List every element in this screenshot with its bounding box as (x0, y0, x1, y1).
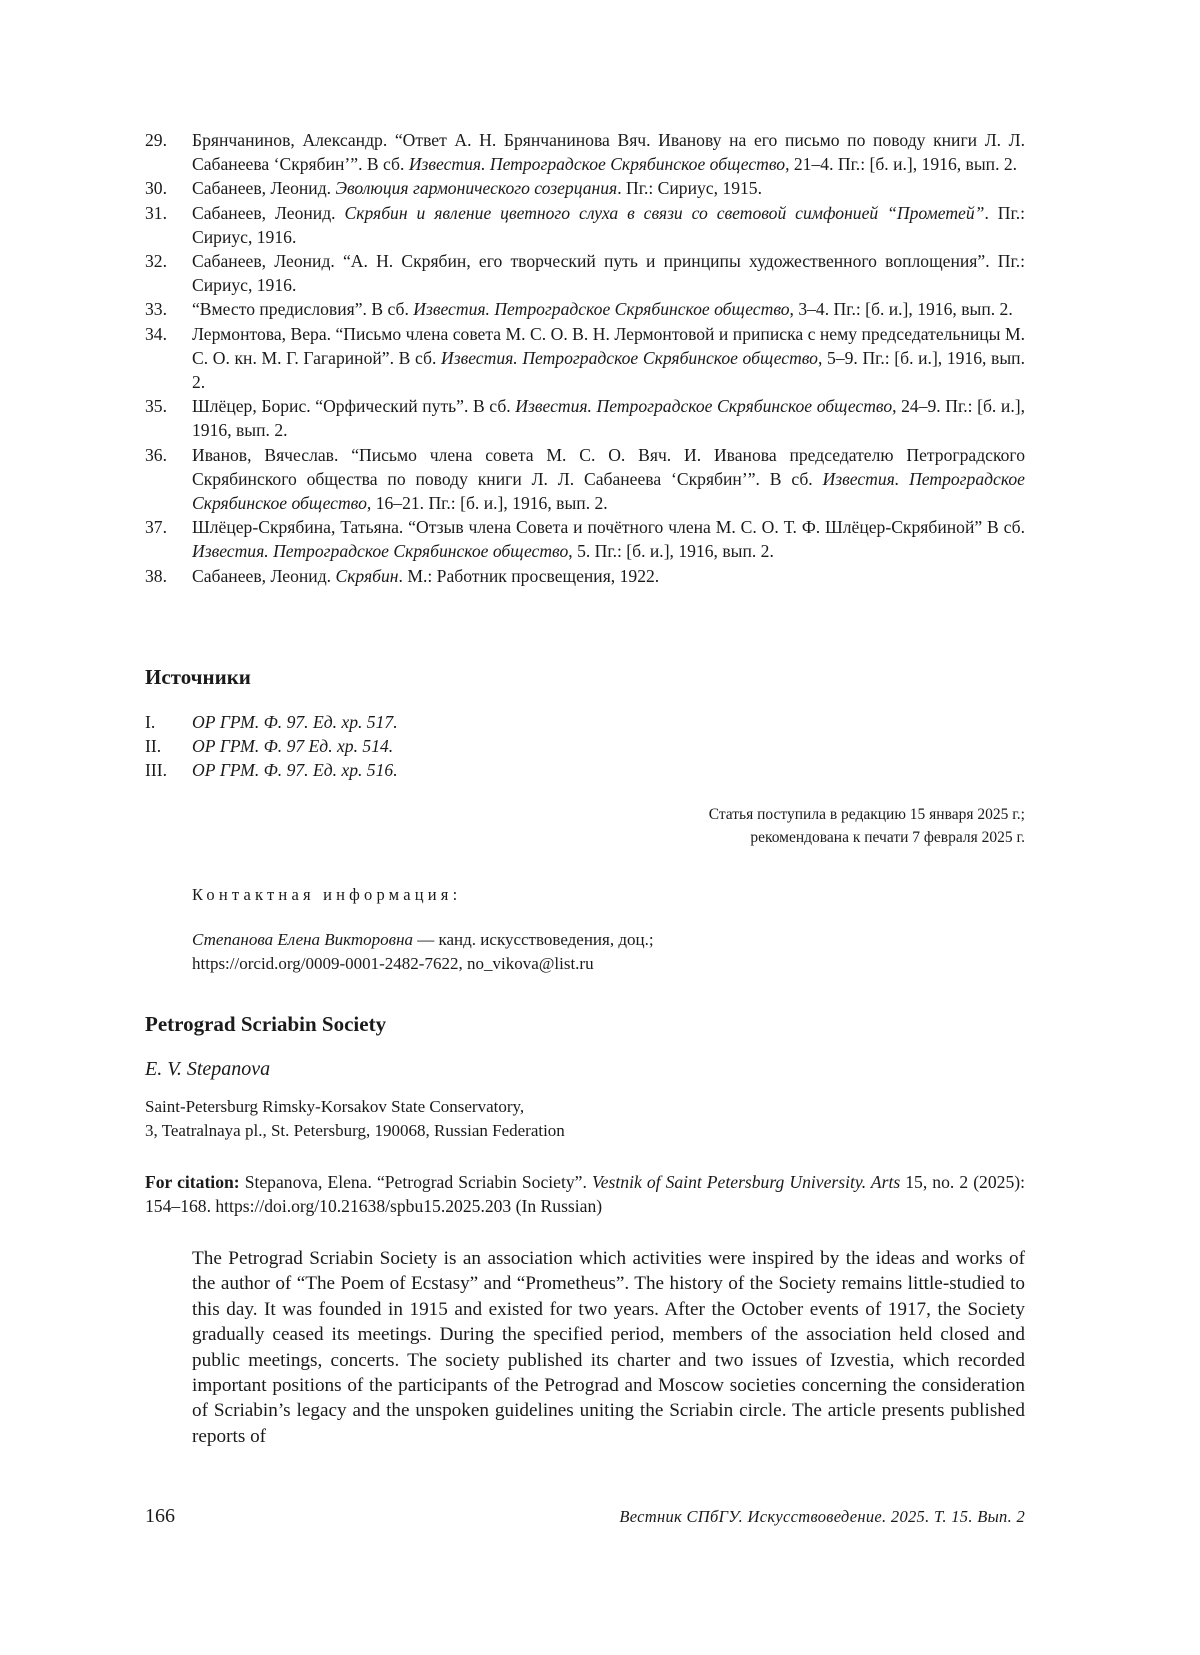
reference-number: 31. (145, 202, 167, 223)
contact-degree: — канд. искусствоведения, доц.; (413, 930, 654, 949)
reference-number: 36. (145, 444, 167, 465)
citation (145, 1170, 1025, 1218)
reference-text: Сабанеев, Леонид. (192, 202, 345, 223)
reference-text: Лермонтова, Вера. “Письмо члена совета М. С. О. В. Н. Лермонтовой и приписка с нему председательницы М. С. О. кн. М. Г. Гагариной”. В сб. (192, 323, 1025, 368)
sources-heading: Источники (145, 665, 251, 689)
citation-text: Stepanova, Elena. “Petrograd Scriabin Society”. (239, 1172, 592, 1192)
reference-title: Скрябин и явление цветного слуха в связи со световой симфонией “Прометей” (344, 202, 985, 223)
recommended-line: рекомендована к печати 7 февраля 2025 г. (750, 829, 1025, 846)
journal-footer: Вестник СПбГУ. Искусствоведение. 2025. Т. 15. Вып. 2 (619, 1507, 1025, 1526)
reference-item (145, 515, 1025, 563)
reference-item (145, 128, 1025, 176)
references-list (145, 128, 1025, 588)
reference-text: . М.: Работник просвещения, 1922. (398, 565, 660, 586)
received-note (709, 803, 1025, 849)
reference-text: Сабанеев, Леонид. “А. Н. Скрябин, его творческий путь и принципы художественного воплощения”. Пг.: Сириус, 1916. (192, 251, 1025, 296)
reference-item (145, 297, 1025, 321)
affiliation-address: 3, Teatralnaya pl., St. Petersburg, 190068, Russian Federation (145, 1121, 565, 1140)
english-title: Petrograd Scriabin Society (145, 1012, 387, 1036)
source-number: III. (145, 760, 167, 781)
reference-number: 38. (145, 565, 167, 586)
reference-number: 29. (145, 130, 167, 150)
reference-text: Сабанеев, Леонид. (192, 178, 336, 199)
reference-title: Известия. Петроградское Скрябинское общество (192, 468, 1025, 514)
source-text: ОР ГРМ. Ф. 97. Ед. хр. 517. (192, 712, 398, 732)
reference-title: Известия. Петроградское Скрябинское общество (413, 299, 790, 320)
contact-heading: Контактная информация: (192, 885, 462, 904)
reference-item (145, 201, 1025, 249)
reference-text: Сабанеев, Леонид. (192, 565, 336, 586)
reference-title: Известия. Петроградское Скрябинское общество (515, 396, 893, 417)
source-number: I. (145, 712, 156, 732)
reference-number: 30. (145, 178, 167, 199)
reference-item (145, 176, 1025, 200)
source-item (145, 710, 1025, 734)
contact-name: Степанова Елена Викторовна (192, 930, 413, 949)
reference-text: “Вместо предисловия”. В сб. (192, 299, 414, 320)
reference-item (145, 394, 1025, 442)
reference-title: Скрябин (335, 565, 399, 586)
reference-number: 32. (145, 251, 167, 272)
reference-title: Известия. Петроградское Скрябинское общество (441, 347, 818, 368)
reference-text: , 21–4. Пг.: [б. и.], 1916, вып. 2. (785, 154, 1018, 175)
source-item (145, 758, 1025, 782)
affiliation (145, 1095, 565, 1143)
source-item (145, 734, 1025, 758)
reference-item (145, 322, 1025, 395)
reference-number: 35. (145, 396, 167, 417)
reference-number: 37. (145, 517, 167, 538)
page-number: 166 (145, 1505, 175, 1527)
citation-journal: Vestnik of Saint Petersburg University. Arts (591, 1172, 901, 1192)
citation-doi[interactable]: 15, no. 2 (2025): 154–168. https://doi.org/10.21638/spbu15.2025.203 (In Russian) (145, 1172, 1025, 1217)
reference-text: Шлёцер-Скрябина, Татьяна. “Отзыв члена Совета и почётного члена М. С. О. Т. Ф. Шлёцер-Скрябиной” В сб. (192, 517, 1025, 538)
source-number: II. (145, 736, 162, 757)
reference-text: , 3–4. Пг.: [б. и.], 1916, вып. 2. (789, 299, 1013, 320)
reference-number: 34. (145, 323, 167, 344)
reference-text: Брянчанинов, Александр. “Ответ А. Н. Брянчанинова Вяч. Иванову на его письмо по поводу книги Л. Л. Сабанеева ‘Скрябин’”. В сб. (192, 130, 1025, 175)
reference-item (145, 443, 1025, 516)
abstract: The Petrograd Scriabin Society is an association which activities were inspired by the ideas and works of the author of “The Poem of Ecstasy” and “Prometheus”. The history of the Society remains little-studied to this day. It was founded in 1915 and existed for two years. After the October events of 1917, the Society gradually ceased its meetings. During the specified period, members of the association held closed and public meetings, concerts. The society published its charter and two issues of Izvestia, which recorded important positions of the participants of the Petrograd and Moscow societies concerning the consideration of Scriabin’s legacy and the unspoken guidelines uniting the Scriabin circle. The article presents published reports of (192, 1248, 1025, 1447)
reference-text: , 16–21. Пг.: [б. и.], 1916, вып. 2. (366, 493, 608, 514)
contact-links[interactable]: https://orcid.org/0009-0001-2482-7622, no_vikova@list.ru (192, 954, 594, 973)
reference-text: Шлёцер, Борис. “Орфический путь”. В сб. (192, 396, 516, 417)
reference-text: Иванов, Вячеслав. “Письмо члена совета М. С. О. Вяч. И. Иванова председателю Петроградского Скрябинского общества по поводу книги Л. Л. Сабанеева ‘Скрябин’”. В сб. (192, 444, 1025, 489)
source-text: ОР ГРМ. Ф. 97 Ед. хр. 514. (192, 736, 394, 757)
citation-label: For citation: (145, 1172, 240, 1192)
reference-title: Известия. Петроградское Скрябинское общество (192, 541, 569, 562)
sources-list (145, 710, 1025, 783)
reference-item (145, 564, 1025, 588)
contact-info (192, 928, 654, 976)
english-author: E. V. Stepanova (145, 1058, 271, 1080)
reference-text: , 5. Пг.: [б. и.], 1916, вып. 2. (568, 541, 774, 562)
received-line: Статья поступила в редакцию 15 января 2025 г.; (708, 806, 1025, 823)
reference-item (145, 249, 1025, 297)
reference-number: 33. (145, 299, 167, 320)
affiliation-line: Saint-Petersburg Rimsky-Korsakov State Conservatory, (145, 1097, 525, 1116)
reference-text: , 24–9. Пг.: [б. и.], 1916, вып. 2. (192, 396, 1025, 441)
reference-title: Известия. Петроградское Скрябинское общество (408, 154, 786, 175)
reference-text: . Пг.: Сириус, 1916. (192, 202, 1025, 247)
source-text: ОР ГРМ. Ф. 97. Ед. хр. 516. (192, 760, 398, 781)
reference-text: . Пг.: Сириус, 1915. (617, 178, 763, 199)
reference-title: Эволюция гармонического созерцания (335, 178, 618, 199)
reference-text: , 5–9. Пг.: [б. и.], 1916, вып. 2. (192, 347, 1025, 393)
